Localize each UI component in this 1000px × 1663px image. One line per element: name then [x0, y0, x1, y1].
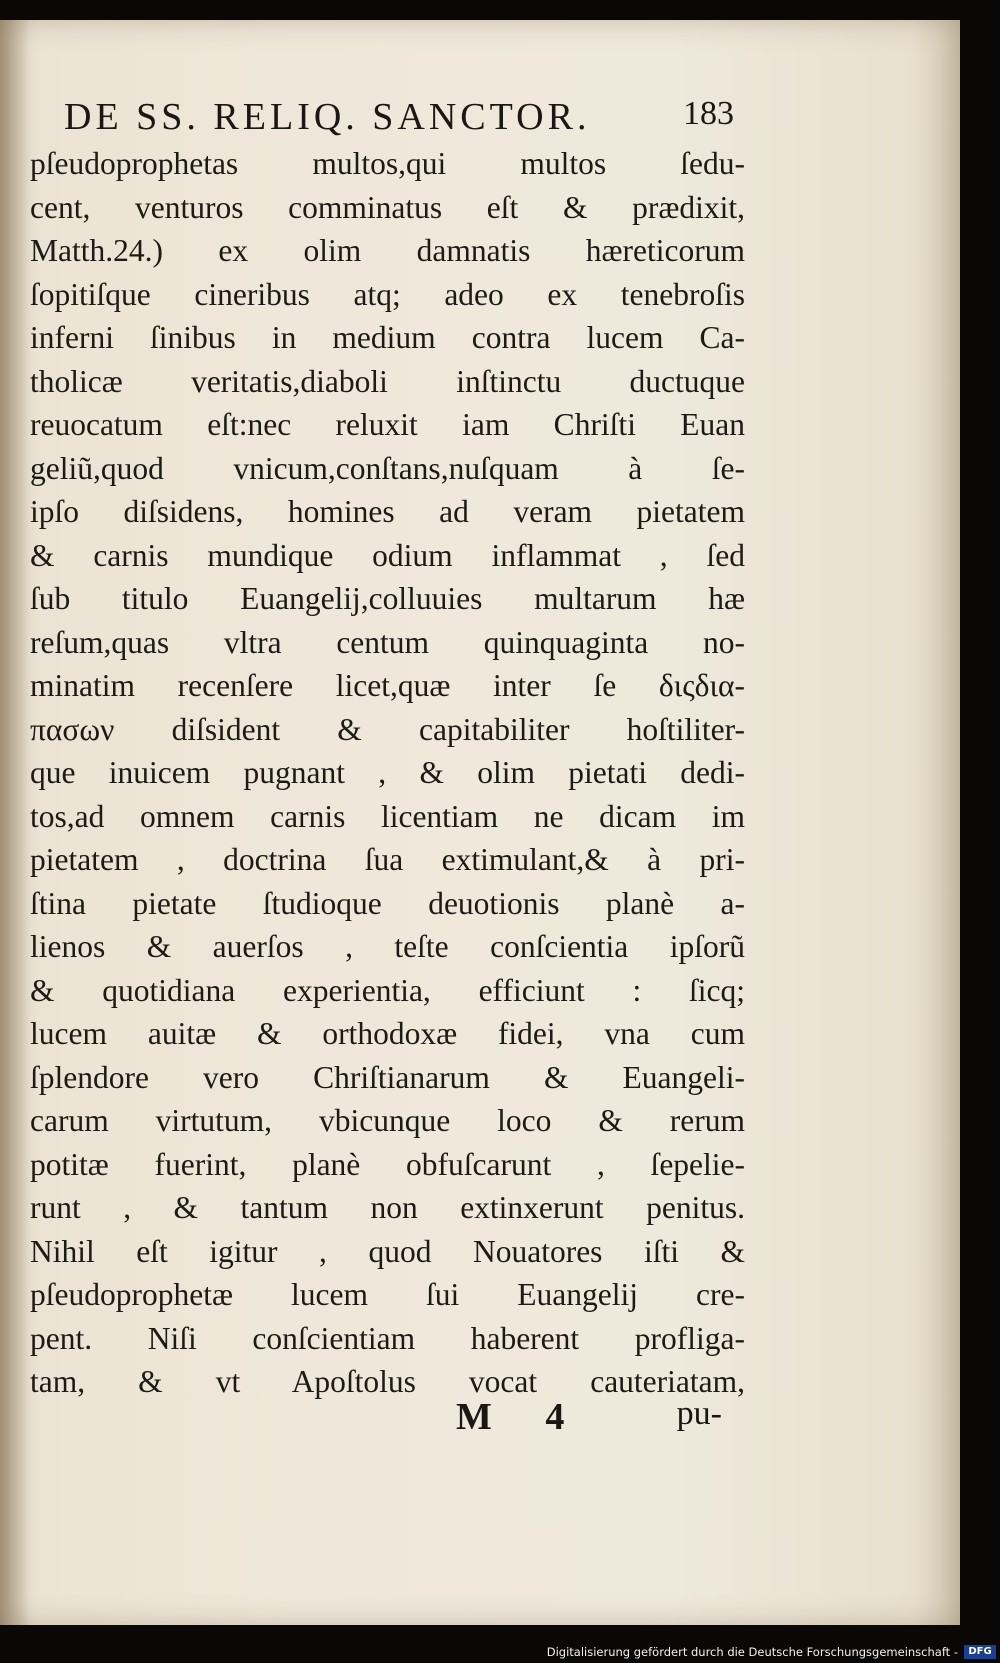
text-line: lucem auitæ & orthodoxæ fidei, vna cum: [30, 1016, 745, 1051]
text-line: pſeudoprophetæ lucem ſui Euangelij cre-: [30, 1277, 745, 1312]
text-line: geliũ,quod vnicum,conſtans,nuſquam à ſe-: [30, 450, 745, 486]
text-line: lienos & auerſos , teſte conſcientia ipſorũ: [30, 929, 745, 964]
text-line: ſub titulo Euangelij,colluuies multarum hæ: [30, 581, 745, 616]
gutter-shadow: [0, 20, 30, 1625]
text-line: reuocatum eſt:nec reluxit iam Chriſti Euan: [30, 407, 745, 442]
text-line: runt , & tantum non extinxerunt penitus.: [30, 1190, 745, 1225]
text-line: ſplendore vero Chriſtianarum & Euangeli-: [30, 1059, 745, 1095]
text-line: reſum,quas vltra centum quinquaginta no-: [30, 624, 745, 660]
signature-mark: M 4: [456, 1396, 587, 1438]
text-line: & quotidiana experientia, efficiunt : ſicq;: [30, 972, 745, 1008]
text-line: potitæ fuerint, planè obfuſcarunt , ſepelie-: [30, 1146, 745, 1182]
text-line: que inuicem pugnant , & olim pietati dedi-: [30, 755, 745, 790]
text-line: tam, & vt Apoſtolus vocat cauteriatam,: [30, 1364, 745, 1399]
text-line: ipſo diſsidens, homines ad veram pietatem: [30, 494, 745, 529]
text-line: cent, venturos comminatus eſt & prædixit,: [30, 189, 745, 225]
page-footer: [420, 1395, 740, 1445]
body-text: [30, 142, 745, 1404]
text-line: pſeudoprophetas multos,qui multos ſedu-: [30, 146, 745, 181]
text-line: tholicæ veritatis,diaboli inſtinctu ductuque: [30, 363, 745, 399]
catchword: pu-: [676, 1395, 722, 1432]
text-line: ſopitiſque cineribus atq; adeo ex tenebroſis: [30, 276, 745, 312]
text-line: inferni ſinibus in medium contra lucem Ca-: [30, 320, 745, 355]
text-line: Matth.24.) ex olim damnatis hæreticorum: [30, 233, 745, 268]
text-line: tos,ad omnem carnis licentiam ne dicam im: [30, 798, 745, 834]
dfg-logo: DFG: [964, 1645, 996, 1659]
text-line: pent. Niſi conſcientiam haberent profliga-: [30, 1320, 745, 1356]
page-edge: [960, 18, 1000, 1628]
text-line: pietatem , doctrina ſua extimulant,& à pri-: [30, 842, 745, 877]
page-header: [64, 95, 734, 147]
text-line: ſtina pietate ſtudioque deuotionis planè a-: [30, 885, 745, 921]
text-line: & carnis mundique odium inflammat , ſed: [30, 537, 745, 573]
text-line: minatim recenſere licet,quæ inter ſe διςδια-: [30, 668, 745, 703]
credit-bar: [0, 1643, 1000, 1663]
running-head: DE SS. RELIQ. SANCTOR.: [64, 96, 591, 138]
credit-text: Digitalisierung gefördert durch die Deutsche Forschungsgemeinschaft -: [546, 1645, 958, 1659]
text-line: Nihil eſt igitur , quod Nouatores iſti &: [30, 1233, 745, 1269]
page-number: 183: [683, 95, 734, 132]
text-line: πασων diſsident & capitabiliter hoſtiliter-: [30, 711, 745, 747]
text-line: carum virtutum, vbicunque loco & rerum: [30, 1103, 745, 1138]
